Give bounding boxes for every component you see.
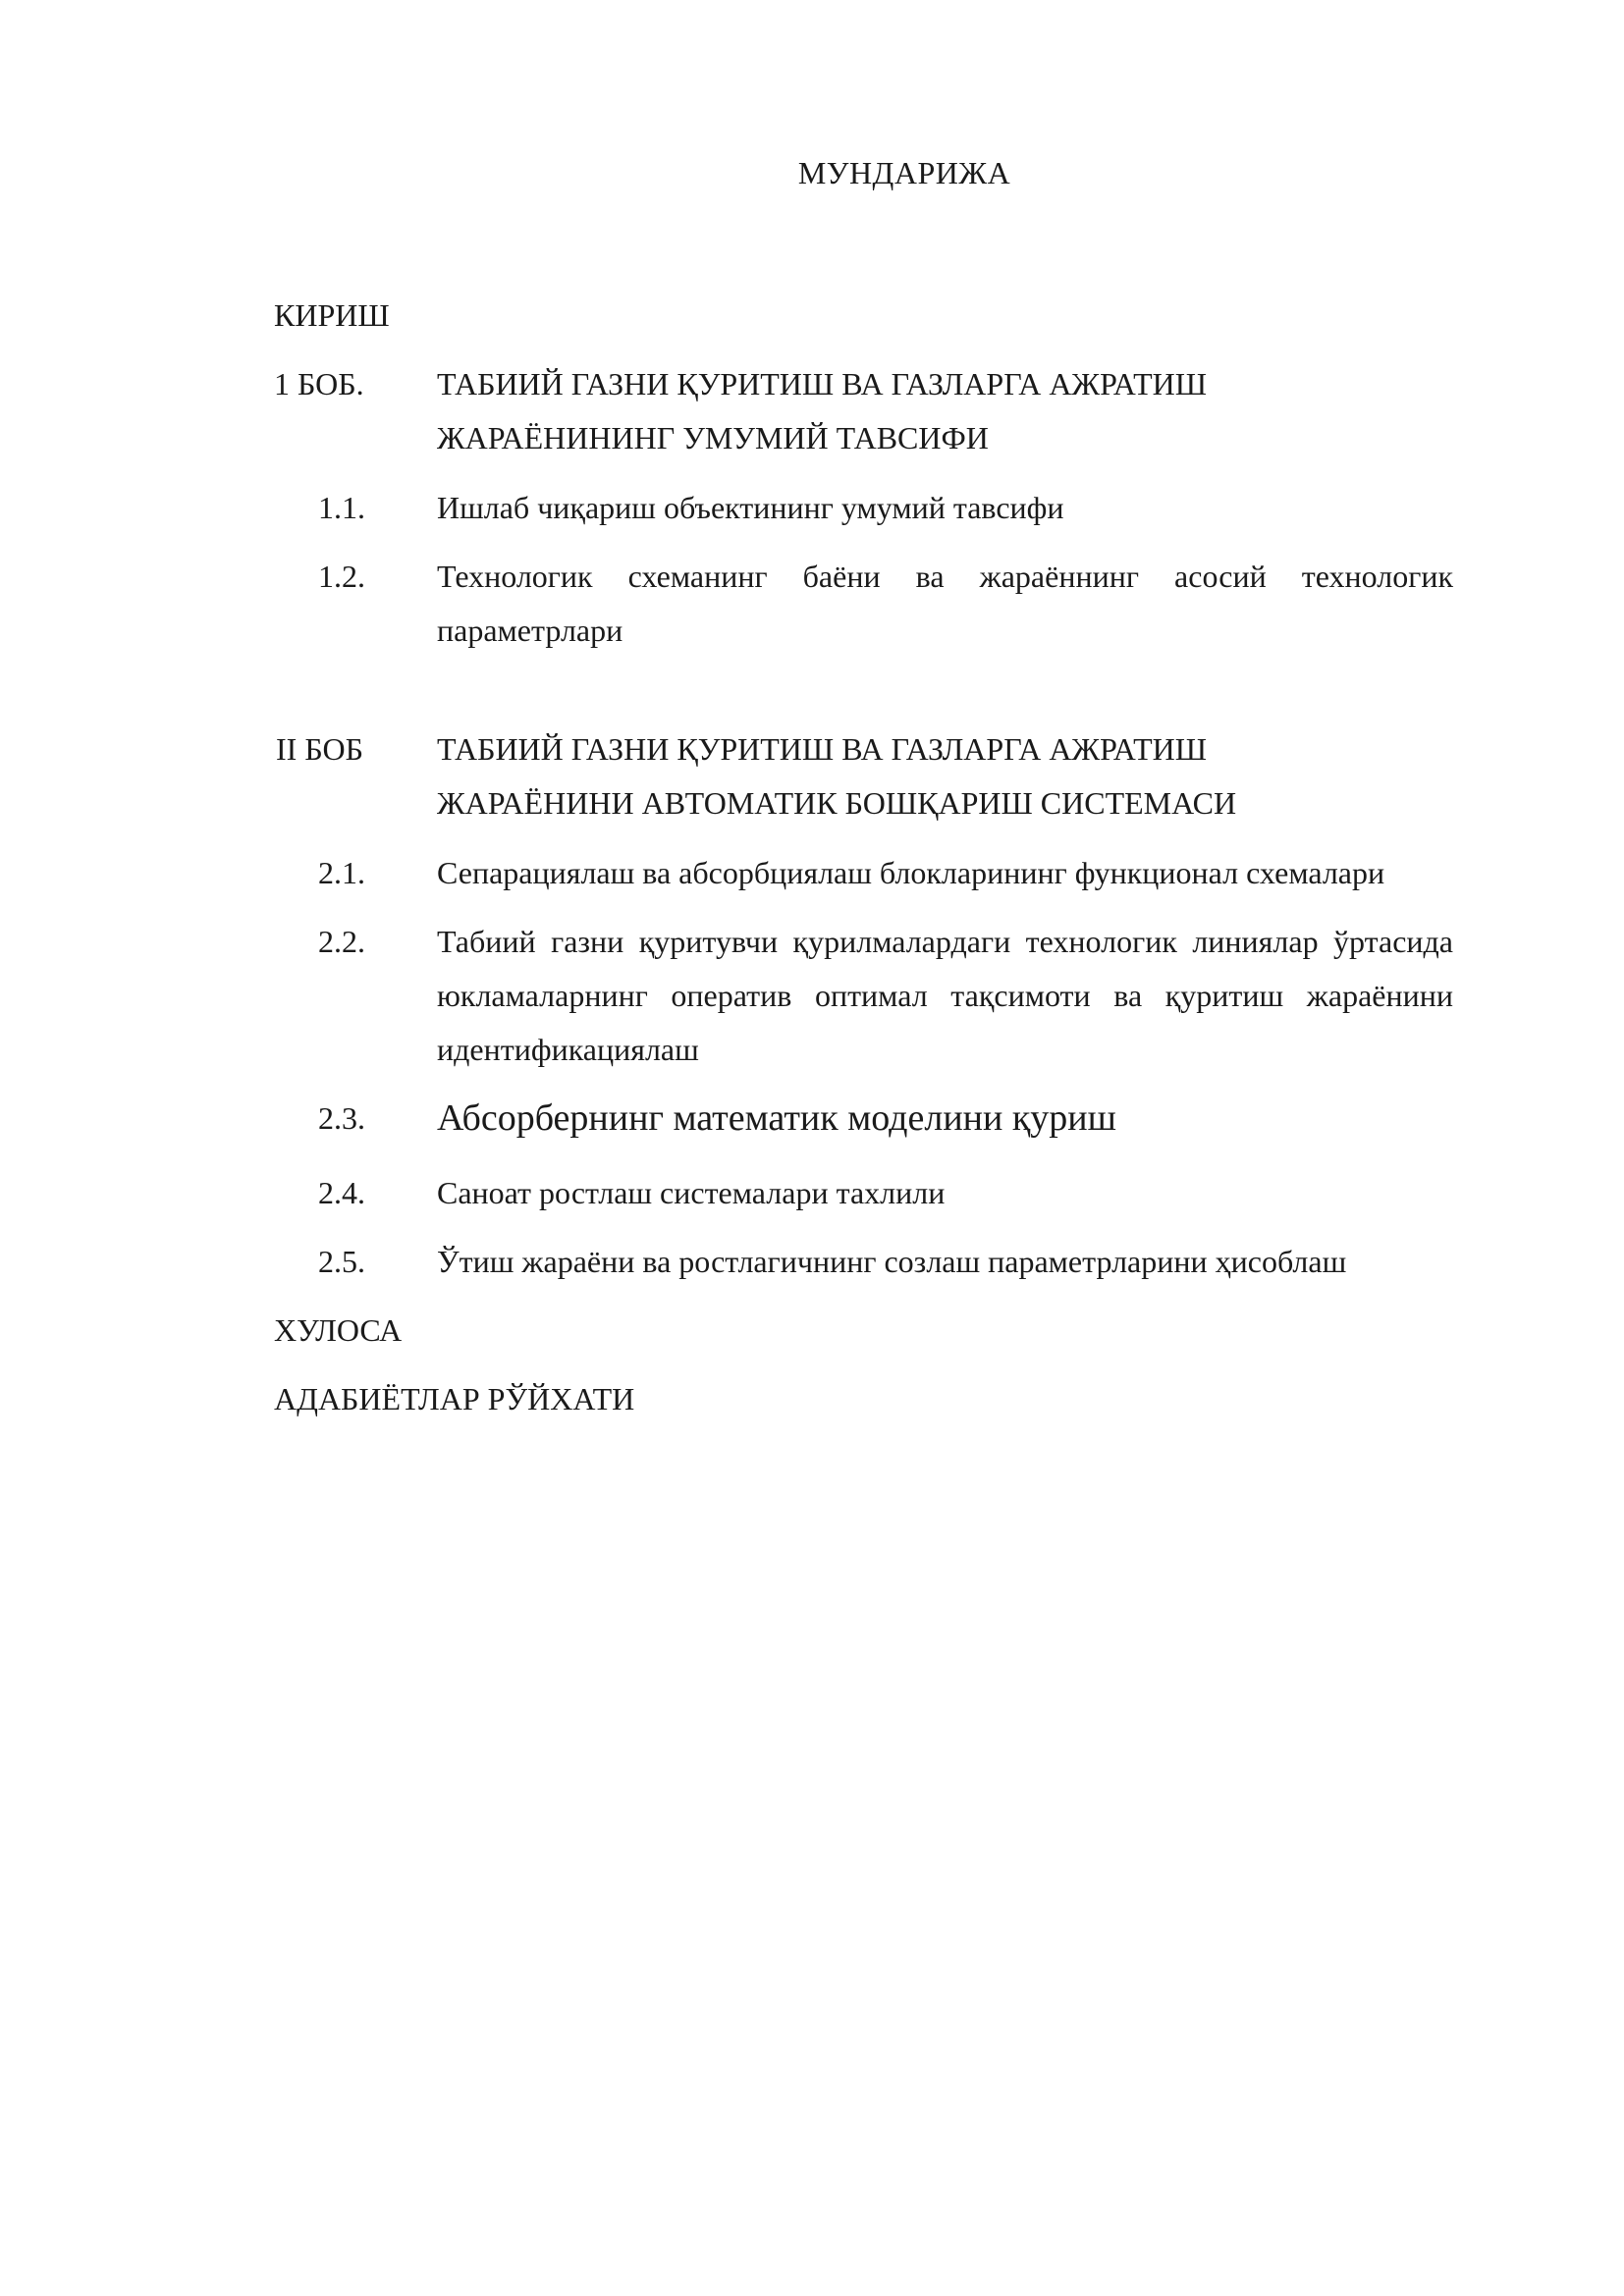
chapter-2-number: II БОБ <box>276 731 363 767</box>
chapter-1-title-line2: ЖАРАЁНИНИНГ УМУМИЙ ТАВСИФИ <box>437 420 989 455</box>
toc-references: АДАБИЁТЛАР РЎЙХАТИ <box>274 1381 635 1416</box>
chapter-1-title <box>437 357 1453 465</box>
section-2-1-text: Сепарациялаш ва абсорбциялаш блокларининг функционал схемалари <box>437 855 1385 890</box>
section-1-1-number: 1.1. <box>318 490 365 525</box>
section-2-5-number: 2.5. <box>318 1244 365 1279</box>
section-2-5-text: Ўтиш жараёни ва ростлагичнинг созлаш параметрларини ҳисоблаш <box>437 1244 1347 1279</box>
chapter-2-title-line1: ТАБИИЙ ГАЗНИ ҚУРИТИШ ВА ГАЗЛАРГА АЖРАТИШ <box>437 731 1208 767</box>
section-2-2-text: Табиий газни қуритувчи қурилмалардаги технологик линиялар ўртасида юкламаларнинг оператив оптимал тақсимоти ва қуритиш жараёнини идентификациялаш <box>437 924 1453 1067</box>
chapter-1-title-line1: ТАБИИЙ ГАЗНИ ҚУРИТИШ ВА ГАЗЛАРГА АЖРАТИШ <box>437 366 1208 401</box>
section-1-2-number: 1.2. <box>318 559 365 594</box>
section-2-4-number: 2.4. <box>318 1175 365 1210</box>
page-title: МУНДАРИЖА <box>797 155 1011 190</box>
section-1-1-text: Ишлаб чиқариш объектининг умумий тавсифи <box>437 490 1064 525</box>
section-1-2-text: Технологик схеманинг баёни ва жараённинг асосий технологик параметрлари <box>437 559 1453 648</box>
section-2-2-number: 2.2. <box>318 924 365 959</box>
chapter-2-title-line2: ЖАРАЁНИНИ АВТОМАТИК БОШҚАРИШ СИСТЕМАСИ <box>437 785 1237 821</box>
chapter-2-title <box>437 722 1453 830</box>
section-2-3-text: Абсорбернинг математик моделини қуриш <box>437 1097 1116 1139</box>
section-2-4-text: Саноат ростлаш системалари тахлили <box>437 1175 946 1210</box>
chapter-1-number: 1 БОБ. <box>274 366 364 401</box>
toc-conclusion: ХУЛОСА <box>274 1312 403 1348</box>
section-2-3-number: 2.3. <box>318 1100 365 1136</box>
toc-intro: КИРИШ <box>274 297 390 333</box>
section-2-1-number: 2.1. <box>318 855 365 890</box>
